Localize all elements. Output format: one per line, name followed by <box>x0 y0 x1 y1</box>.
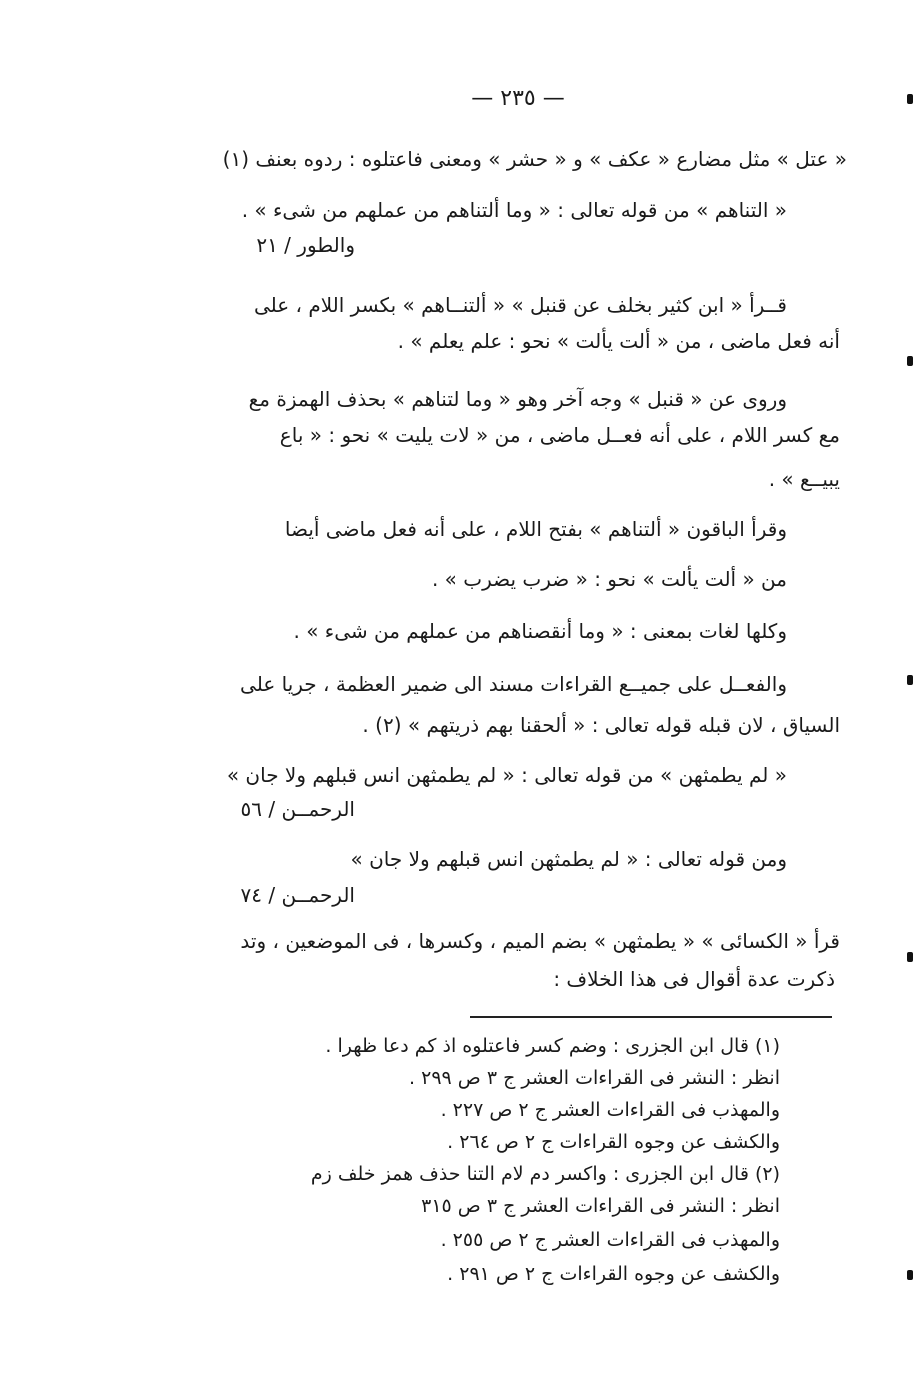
text-line: الرحمــن / ٧٤ <box>240 883 355 907</box>
scan-edge-mark <box>907 356 913 366</box>
text-line: « لم يطمثهن » من قوله تعالى : « لم يطمثهن انس قبلهم ولا جان » <box>226 763 787 787</box>
footnote-line: (٢) قال ابن الجزرى : واكسر دم لام التنا حذف همز خلف زم <box>310 1163 780 1185</box>
scan-edge-mark <box>907 1270 913 1280</box>
text-line: الرحمــن / ٥٦ <box>240 797 355 821</box>
footnote-line: والمهذب فى القراءات العشر ج ٢ ص ٢٢٧ . <box>440 1099 780 1121</box>
text-line: وكلها لغات بمعنى : « وما أنقصناهم من عملهم من شىء » . <box>293 619 787 643</box>
scan-edge-mark <box>907 675 913 685</box>
footnote-line: والكشف عن وجوه القراءات ج ٢ ص ٢٩١ . <box>447 1263 780 1285</box>
text-line: ومن قوله تعالى : « لم يطمثهن انس قبلهم ولا جان » <box>350 847 787 871</box>
text-line: السياق ، لان قبله قوله تعالى : « ألحقنا بهم ذريتهم » (٢) . <box>362 713 840 737</box>
footnote-line: انظر : النشر فى القراءات العشر ج ٣ ص ٣١٥ <box>421 1195 780 1217</box>
text-line: وقرأ الباقون « ألتناهم » بفتح اللام ، على أنه فعل ماضى أيضا <box>284 517 787 541</box>
text-line: قــرأ « ابن كثير بخلف عن قنبل » « ألتنــاهم » بكسر اللام ، على <box>253 293 787 317</box>
footnote-line: والمهذب فى القراءات العشر ج ٢ ص ٢٥٥ . <box>440 1229 780 1251</box>
text-line: « عتل » مثل مضارع « عكف » و « حشر » ومعنى فاعتلوه : ردوه بعنف (١) <box>222 147 847 171</box>
scan-edge-mark <box>907 94 913 104</box>
text-line: أنه فعل ماضى ، من « ألت يألت » نحو : علم يعلم » . <box>397 329 840 353</box>
footnote-line: (١) قال ابن الجزرى : وضم كسر فاعتلوه اذ كم دعا ظهرا . <box>325 1035 780 1057</box>
text-line: قرأ « الكسائى » « يطمثهن » بضم الميم ، وكسرها ، فى الموضعين ، وتد <box>240 929 840 953</box>
text-line: والطور / ٢١ <box>256 233 355 257</box>
footnote-line: انظر : النشر فى القراءات العشر ج ٣ ص ٢٩٩ . <box>409 1067 780 1089</box>
text-line: من « ألت يألت » نحو : « ضرب يضرب » . <box>431 567 787 591</box>
text-line: وروى عن « قنبل » وجه آخر وهو « وما لتناهم » بحذف الهمزة مع <box>248 387 787 411</box>
text-line: ذكرت عدة أقوال فى هذا الخلاف : <box>553 967 835 991</box>
text-line: « التناهم » من قوله تعالى : « وما ألتناهم من عملهم من شىء » . <box>241 198 787 222</box>
text-line: والفعــل على جميــع القراءات مسند الى ضمير العظمة ، جريا على <box>240 672 787 696</box>
page-number: — ٢٣٥ — <box>471 86 565 111</box>
footnote-line: والكشف عن وجوه القراءات ج ٢ ص ٢٦٤ . <box>447 1131 780 1153</box>
text-line: يبيــع » . <box>768 467 840 491</box>
footnote-separator <box>470 1016 832 1018</box>
scan-edge-mark <box>907 952 913 962</box>
text-line: مع كسر اللام ، على أنه فعــل ماضى ، من « لات يليت » نحو : « باع <box>279 423 840 447</box>
